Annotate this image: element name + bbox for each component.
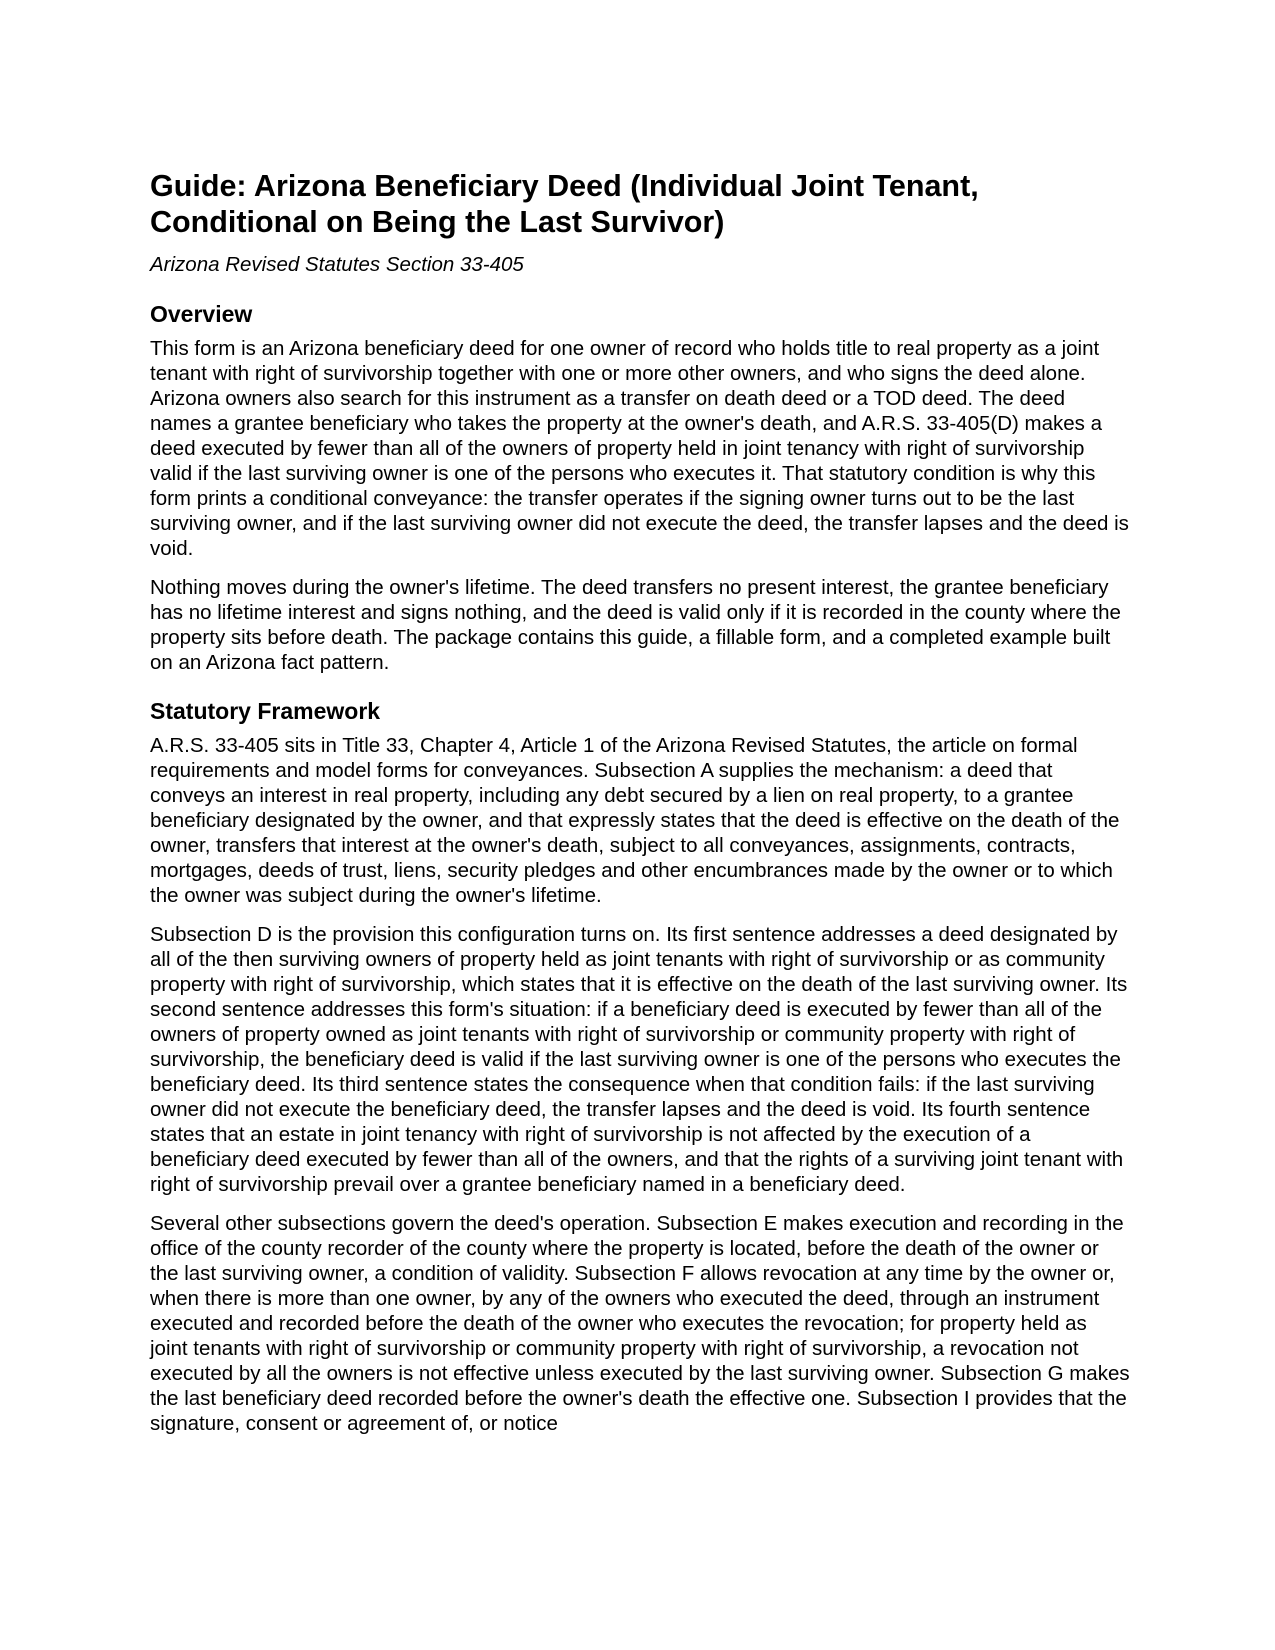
statute-citation: Arizona Revised Statutes Section 33-405 — [150, 253, 524, 276]
overview-paragraph-1: This form is an Arizona beneficiary deed for one owner of record who holds title to real property as a joint tenant with right of survivorship together with one or more other owners, and who signs the deed alone. Arizona owners also search for this instrument as a transfer on death deed or a TOD deed. The deed names a grantee beneficiary who takes the property at the owner's death, and A.R.S. 33-405(D) makes a deed executed by fewer than all of the owners of property held in joint tenancy with right of survivorship valid if the last surviving owner is one of the persons who executes it. That statutory condition is why this form prints a conditional conveyance: the transfer operates if the signing owner turns out to be the last surviving owner, and if the last surviving owner did not execute the deed, the transfer lapses and the deed is void. — [150, 337, 1129, 560]
framework-paragraph-3: Several other subsections govern the deed's operation. Subsection E makes execution and recording in the office of the county recorder of the county where the property is located, before the death of the owner or the last surviving owner, a condition of validity. Subsection F allows revocation at any time by the owner or, when there is more than one owner, by any of the owners who executed the deed, through an instrument executed and recorded before the death of the owner who executes the revocation; for property held as joint tenants with right of survivorship or community property with right of survivorship, a revocation not executed by all the owners is not effective unless executed by the last surviving owner. Subsection G makes the last beneficiary deed recorded before the owner's death the effective one. Subsection I provides that the signature, consent or agreement of, or notice — [150, 1212, 1130, 1435]
framework-paragraph-2: Subsection D is the provision this configuration turns on. Its first sentence addresses a deed designated by all of the then surviving owners of property held as joint tenants with right of survivorship or as community property with right of survivorship, which states that it is effective on the death of the last surviving owner. Its second sentence addresses this form's situation: if a beneficiary deed is executed by fewer than all of the owners of property owned as joint tenants with right of survivorship or community property with right of survivorship, the beneficiary deed is valid if the last surviving owner is one of the persons who executes the beneficiary deed. Its third sentence states the consequence when that condition fails: if the last surviving owner did not execute the beneficiary deed, the transfer lapses and the deed is void. Its fourth sentence states that an estate in joint tenancy with right of survivorship is not affected by the execution of a beneficiary deed executed by fewer than all of the owners, and that the rights of a surviving joint tenant with right of survivorship prevail over a grantee beneficiary named in a beneficiary deed. — [150, 923, 1128, 1196]
framework-paragraph-1: A.R.S. 33-405 sits in Title 33, Chapter 4, Article 1 of the Arizona Revised Statutes, the article on formal requirements and model forms for conveyances. Subsection A supplies the mechanism: a deed that conveys an interest in real property, including any debt secured by a lien on real property, to a grantee beneficiary designated by the owner, and that expressly states that the deed is effective on the death of the owner, transfers that interest at the owner's death, subject to all conveyances, assignments, contracts, mortgages, deeds of trust, liens, security pledges and other encumbrances made by the owner or to which the owner was subject during the owner's lifetime. — [150, 734, 1120, 907]
document-page — [150, 168, 1130, 1450]
page-title: Guide: Arizona Beneficiary Deed (Individual Joint Tenant, Conditional on Being the Last Survivor) — [150, 169, 979, 239]
overview-paragraph-2: Nothing moves during the owner's lifetime. The deed transfers no present interest, the grantee beneficiary has no lifetime interest and signs nothing, and the deed is valid only if it is recorded in the county where the property sits before death. The package contains this guide, a fillable form, and a completed example built on an Arizona fact pattern. — [150, 576, 1121, 674]
overview-section — [150, 300, 1130, 675]
section-heading-statutory-framework: Statutory Framework — [150, 698, 381, 724]
statutory-framework-section — [150, 697, 1130, 1436]
section-heading-overview: Overview — [150, 301, 253, 327]
